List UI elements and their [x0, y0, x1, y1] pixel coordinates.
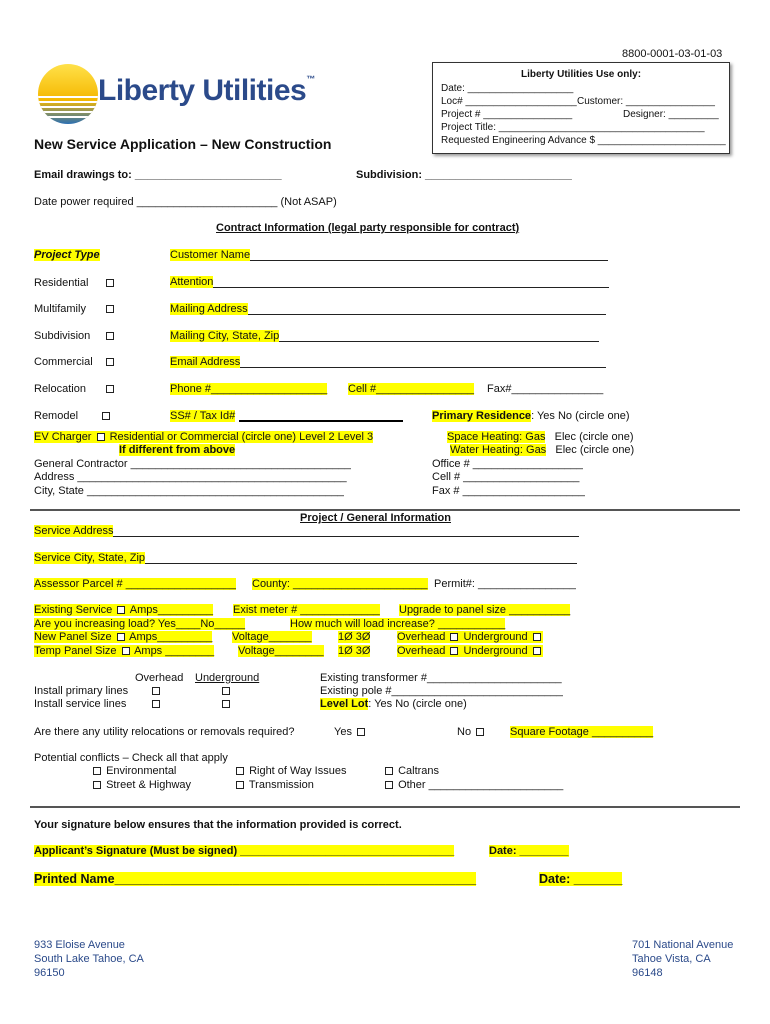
relocation-checkbox[interactable] [106, 385, 114, 393]
project-type-remodel[interactable] [34, 410, 78, 422]
trademark: ™ [306, 74, 315, 84]
new-panel-underground-checkbox[interactable] [533, 633, 541, 641]
phone-field[interactable]: Phone #___________________ [170, 383, 328, 395]
relocations-yes-checkbox[interactable] [357, 728, 365, 736]
subdivision-field[interactable] [356, 169, 572, 181]
other-label: Other ______________________ [398, 779, 564, 791]
form-number: 8800-0001-03-01-03 [622, 48, 723, 60]
footer-right-line: Tahoe Vista, CA [632, 953, 711, 965]
signature-date-label: Date: ________ [489, 845, 569, 857]
water-heating-row[interactable] [450, 444, 634, 456]
new-panel-row[interactable] [34, 631, 212, 643]
new-panel-phase[interactable]: 1Ø 3Ø [338, 631, 371, 643]
footer-address-right [632, 938, 733, 980]
primary-residence-field[interactable] [432, 410, 630, 422]
mailing-address-field[interactable] [170, 303, 606, 315]
project-type-residential[interactable] [34, 277, 88, 289]
temp-panel-overhead-checkbox[interactable] [450, 647, 458, 655]
relocations-no-checkbox[interactable] [476, 728, 484, 736]
relocations-yes-label: Yes [334, 726, 352, 738]
level-lot-field[interactable] [320, 698, 467, 710]
mailing-city-field[interactable] [170, 330, 599, 342]
project-type-relocation[interactable] [34, 383, 86, 395]
footer-right-line: 96148 [632, 967, 663, 979]
cell-field[interactable]: Cell #________________ [348, 383, 475, 395]
existing-meter-field[interactable]: Exist meter # _____________ [233, 604, 380, 616]
temp-panel-underground-checkbox[interactable] [533, 647, 541, 655]
mailing-address-label: Mailing Address [170, 303, 248, 315]
signature-date-field[interactable] [489, 845, 569, 857]
caltrans-label: Caltrans [398, 765, 440, 777]
residential-label: Residential [34, 277, 89, 289]
relocation-label: Relocation [34, 383, 86, 395]
install-primary-label: Install primary lines [34, 685, 129, 697]
new-panel-voltage[interactable]: Voltage_______ [232, 631, 312, 643]
internal-use-box [432, 62, 730, 154]
internal-loc: Loc# ____________________ [441, 96, 577, 107]
temp-panel-row[interactable] [34, 645, 214, 657]
subdivision-type-label: Subdivision [34, 330, 91, 342]
conflict-street-highway[interactable] [91, 779, 191, 791]
level-lot-label: Level Lot [320, 698, 369, 710]
environmental-label: Environmental [106, 765, 177, 777]
service-address-label: Service Address [34, 525, 114, 537]
existing-service-checkbox[interactable] [117, 606, 125, 614]
existing-pole-field[interactable]: Existing pole #____________________________ [320, 685, 563, 697]
remodel-checkbox[interactable] [102, 412, 110, 420]
upgrade-panel-field[interactable]: Upgrade to panel size __________ [399, 604, 571, 616]
caltrans-checkbox[interactable] [385, 767, 393, 775]
contractor-address-field[interactable]: Address ____________________________________________ [34, 471, 347, 483]
conflict-other[interactable] [383, 779, 563, 791]
increasing-load-field[interactable]: Are you increasing load? Yes____No_____ [34, 618, 245, 630]
primary-residence-options: : Yes No (circle one) [531, 410, 630, 422]
conflict-environmental[interactable] [91, 765, 176, 777]
water-heating-label: Water Heating: Gas [450, 444, 547, 456]
brand-name: Liberty Utilities [98, 74, 307, 107]
mailing-city-label: Mailing City, State, Zip [170, 330, 280, 342]
primary-overhead-checkbox[interactable] [152, 687, 160, 695]
contractor-office-field[interactable]: Office # __________________ [432, 458, 583, 470]
contractor-fax-field[interactable]: Fax # ____________________ [432, 485, 585, 497]
new-panel-overhead[interactable] [397, 631, 543, 643]
temp-panel-overhead-label: Overhead [397, 645, 446, 657]
project-heading: Project / General Information [300, 512, 451, 524]
county-field[interactable]: County: ______________________ [252, 578, 428, 590]
new-panel-underground-label: Underground [463, 631, 528, 643]
attention-field[interactable] [170, 276, 609, 288]
service-overhead-checkbox[interactable] [152, 700, 160, 708]
footer-left-line: South Lake Tahoe, CA [34, 953, 144, 965]
temp-panel-phase[interactable]: 1Ø 3Ø [338, 645, 371, 657]
conflict-transmission[interactable] [234, 779, 314, 791]
new-panel-label: New Panel Size [34, 631, 112, 643]
existing-service-row[interactable] [34, 604, 213, 616]
transmission-checkbox[interactable] [236, 781, 244, 789]
existing-service-label: Existing Service [34, 604, 113, 616]
footer-left-line: 933 Eloise Avenue [34, 939, 125, 951]
residential-checkbox[interactable] [106, 279, 114, 287]
footer-address-left [34, 938, 144, 980]
temp-panel-voltage[interactable]: Voltage________ [238, 645, 324, 657]
new-panel-checkbox[interactable] [117, 633, 125, 641]
primary-residence-label: Primary Residence [432, 410, 532, 422]
project-type-commercial[interactable] [34, 356, 93, 368]
ev-charger-row[interactable] [34, 431, 373, 443]
space-heating-label: Space Heating: Gas [447, 431, 546, 443]
load-increase-field[interactable]: How much will load increase? ___________ [290, 618, 506, 630]
footer-right-line: 701 National Avenue [632, 939, 734, 951]
primary-underground-checkbox[interactable] [222, 687, 230, 695]
commercial-label: Commercial [34, 356, 93, 368]
lines-overhead-heading: Overhead [135, 672, 184, 684]
multifamily-label: Multifamily [34, 303, 86, 315]
temp-panel-amps: Amps ________ [134, 645, 215, 657]
commercial-checkbox[interactable] [106, 358, 114, 366]
new-panel-overhead-checkbox[interactable] [450, 633, 458, 641]
service-city-field[interactable] [34, 552, 577, 564]
relocations-question: Are there any utility relocations or removals required? [34, 726, 295, 738]
square-footage-field[interactable]: Square Footage __________ [510, 726, 654, 738]
temp-panel-underground-label: Underground [463, 645, 528, 657]
other-checkbox[interactable] [385, 781, 393, 789]
service-underground-checkbox[interactable] [222, 700, 230, 708]
contractor-city-field[interactable]: City, State __________________________________________ [34, 485, 344, 497]
date-power-field[interactable]: Date power required _______________________ (Not ASAP) [34, 196, 337, 208]
fax-field[interactable]: Fax#_______________ [487, 383, 604, 395]
internal-date: Date: ___________________ [441, 83, 574, 94]
internal-designer: Designer: _________ [623, 109, 719, 120]
customer-name-field[interactable] [170, 249, 608, 261]
internal-customer: Customer: ________________ [577, 96, 715, 107]
attention-label: Attention [170, 276, 214, 288]
project-type-multifamily[interactable] [34, 303, 86, 315]
install-service-label: Install service lines [34, 698, 127, 710]
service-address-field[interactable] [34, 525, 579, 537]
internal-project-title: Project Title: _____________________________________ [441, 122, 705, 133]
signature-divider [30, 806, 740, 808]
conflict-right-of-way[interactable] [234, 765, 346, 777]
relocations-yes[interactable] [334, 726, 367, 738]
level-lot-options: : Yes No (circle one) [368, 698, 467, 710]
temp-panel-label: Temp Panel Size [34, 645, 117, 657]
existing-transformer-field[interactable]: Existing transformer #______________________ [320, 672, 562, 684]
printed-name-field[interactable]: Printed Name____________________________________________________ [34, 872, 477, 886]
ev-charger-checkbox[interactable] [97, 433, 105, 441]
if-different-note: If different from above [119, 444, 236, 456]
space-heating-options: Elec (circle one) [554, 431, 634, 443]
email-address-field[interactable] [170, 356, 606, 368]
internal-title: Liberty Utilities Use only: [521, 69, 642, 80]
environmental-checkbox[interactable] [93, 767, 101, 775]
form-title: New Service Application – New Construction [34, 136, 332, 152]
ss-tax-id-label: SS# / Tax Id# [170, 410, 236, 422]
right-of-way-label: Right of Way Issues [249, 765, 347, 777]
right-of-way-checkbox[interactable] [236, 767, 244, 775]
street-highway-checkbox[interactable] [93, 781, 101, 789]
brand-logo [36, 62, 315, 126]
email-address-label: Email Address [170, 356, 241, 368]
assessor-parcel-field[interactable]: Assessor Parcel # __________________ [34, 578, 236, 590]
subdivision-label: Subdivision: ________________________ [356, 169, 572, 181]
conflicts-heading: Potential conflicts – Check all that apply [34, 752, 228, 764]
new-panel-amps: Amps_________ [129, 631, 213, 643]
customer-name-label: Customer Name [170, 249, 251, 261]
relocations-no[interactable] [457, 726, 486, 738]
multifamily-checkbox[interactable] [106, 305, 114, 313]
water-heating-options: Elec (circle one) [555, 444, 635, 456]
conflict-caltrans[interactable] [383, 765, 439, 777]
printed-date-field[interactable] [539, 872, 622, 886]
ss-tax-id-field[interactable] [170, 410, 403, 422]
footer-left-line: 96150 [34, 967, 65, 979]
remodel-label: Remodel [34, 410, 79, 422]
transmission-label: Transmission [248, 779, 314, 791]
project-type-heading: Project Type [34, 249, 100, 261]
new-panel-overhead-label: Overhead [397, 631, 446, 643]
ev-charger-options: Residential or Commercial (circle one) Level 2 Level 3 [109, 431, 374, 443]
space-heating-row[interactable] [447, 431, 633, 443]
signature-note: Your signature below ensures that the information provided is correct. [34, 819, 402, 831]
relocations-no-label: No [457, 726, 472, 738]
temp-panel-checkbox[interactable] [122, 647, 130, 655]
permit-field[interactable]: Permit#: ________________ [434, 578, 576, 590]
street-highway-label: Street & Highway [106, 779, 192, 791]
general-contractor-field[interactable]: General Contractor ____________________________________ [34, 458, 351, 470]
email-drawings-field[interactable]: Email drawings to: ________________________ [34, 169, 282, 181]
printed-date-label: Date: _______ [539, 872, 623, 886]
internal-engineering-advance: Requested Engineering Advance $ _______________________ [441, 135, 726, 146]
section-divider [30, 509, 740, 511]
internal-project-number: Project # ________________ [441, 109, 573, 120]
subdivision-checkbox[interactable] [106, 332, 114, 340]
lines-underground-heading: Underground [195, 672, 260, 684]
contractor-cell-field[interactable]: Cell # ___________________ [432, 471, 580, 483]
contract-heading: Contract Information (legal party responsible for contract) [216, 222, 520, 234]
ev-charger-label: EV Charger [34, 431, 92, 443]
temp-panel-overhead[interactable] [397, 645, 543, 657]
project-type-subdivision[interactable] [34, 330, 90, 342]
service-city-label: Service City, State, Zip [34, 552, 146, 564]
sun-logo-icon [36, 62, 100, 126]
existing-service-amps: Amps_________ [129, 604, 213, 616]
applicant-signature-field[interactable]: Applicant’s Signature (Must be signed) ___________________________________ [34, 845, 455, 857]
